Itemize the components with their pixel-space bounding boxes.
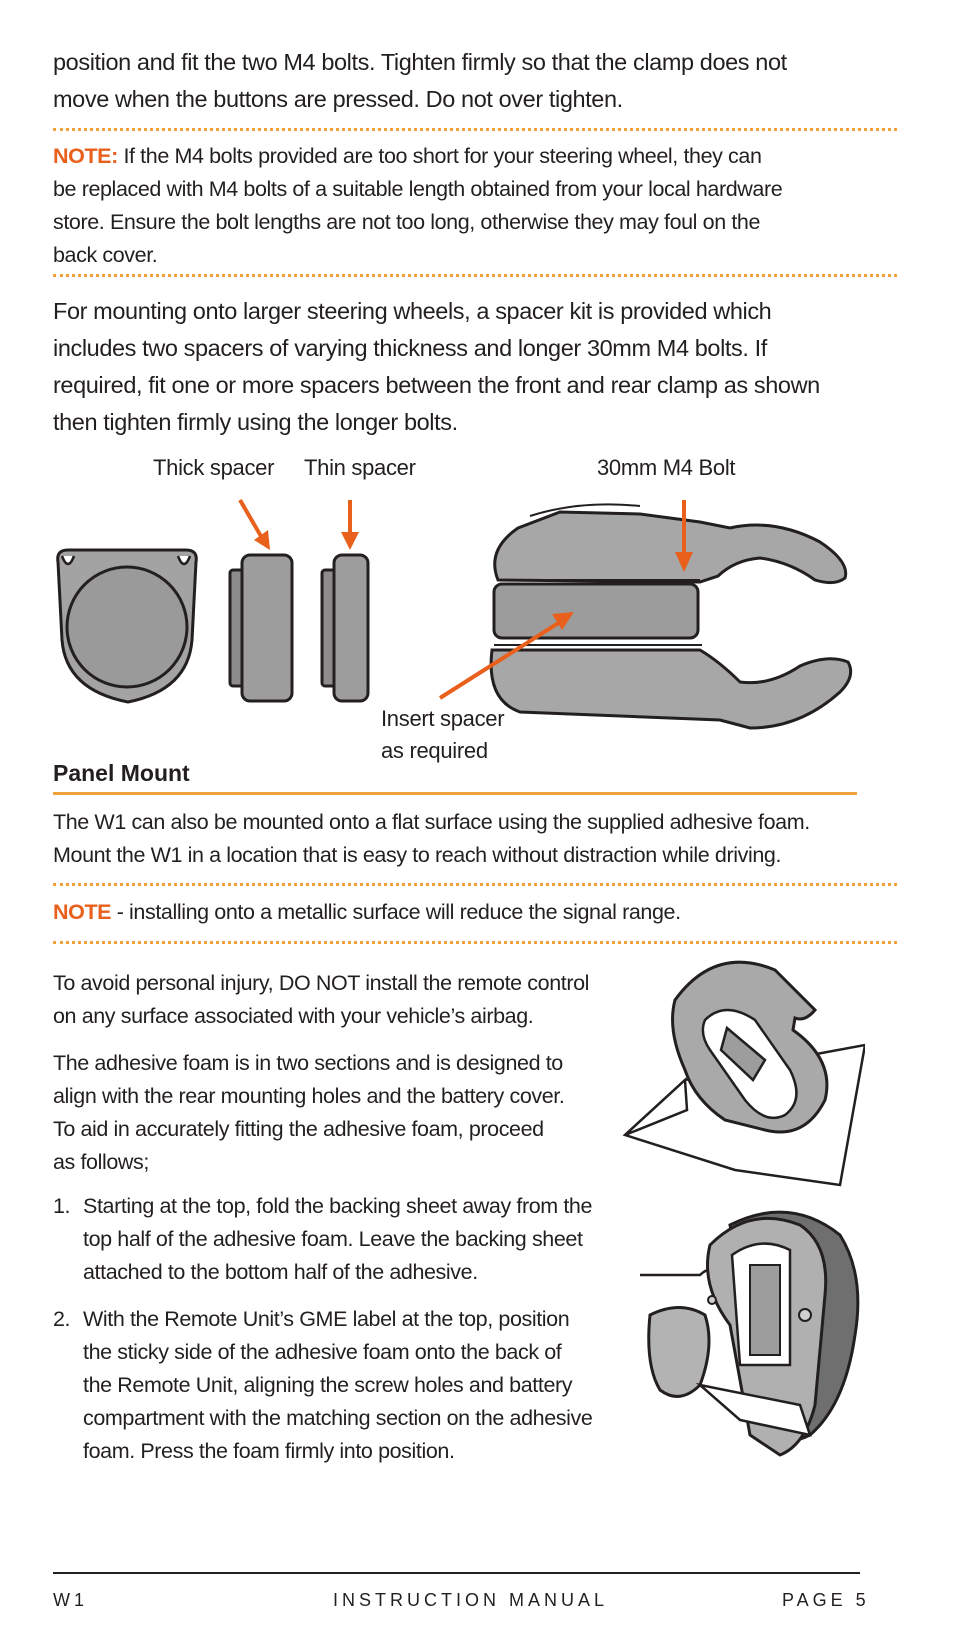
spacer-line-4: then tighten firmly using the longer bolts. — [53, 409, 458, 435]
spacer-line-1: For mounting onto larger steering wheels, a spacer kit is provided which — [53, 298, 772, 324]
spacer-line-2: includes two spacers of varying thickness and longer 30mm M4 bolts. If — [53, 335, 767, 361]
dotted-divider-3 — [53, 883, 897, 886]
panel-mount-heading: Panel Mount — [53, 760, 190, 786]
spacer-paragraph — [53, 293, 820, 441]
step-2-line-3: the Remote Unit, aligning the screw holes and battery — [83, 1373, 573, 1397]
step-2-line-4: compartment with the matching section on the adhesive — [83, 1406, 593, 1430]
footer-rule — [53, 1572, 860, 1574]
foam-paragraph — [53, 1047, 564, 1179]
step-2-line-1: With the Remote Unit’s GME label at the top, position — [83, 1307, 570, 1331]
step-1-line-3: attached to the bottom half of the adhesive. — [83, 1260, 478, 1284]
insert-spacer-label-1: Insert spacer — [381, 706, 505, 731]
note-1-line-2: be replaced with M4 bolts of a suitable length obtained from your local hardware — [53, 177, 783, 201]
spacer-line-3: required, fit one or more spacers between the front and rear clamp as shown — [53, 372, 820, 398]
panel-mount-paragraph — [53, 806, 810, 872]
note-1 — [53, 140, 782, 272]
spacer-kit-illustration — [0, 490, 954, 740]
foam-line-1: The adhesive foam is in two sections and is designed to — [53, 1051, 563, 1075]
intro-line-1: position and fit the two M4 bolts. Tighten firmly so that the clamp does not — [53, 49, 787, 75]
step-2-line-2: the sticky side of the adhesive foam onto the back of — [83, 1340, 562, 1364]
spacer-arrows — [240, 500, 359, 550]
warning-paragraph — [53, 967, 589, 1033]
step-1-number: 1. — [53, 1194, 71, 1218]
step-2-line-5: foam. Press the foam firmly into position. — [83, 1439, 455, 1463]
warning-line-2: on any surface associated with your vehicle’s airbag. — [53, 1004, 534, 1028]
dotted-divider-4 — [53, 941, 897, 944]
warning-line-1: To avoid personal injury, DO NOT install the remote control — [53, 971, 590, 995]
dotted-divider-2 — [53, 274, 897, 277]
note-1-label: NOTE: — [53, 144, 118, 168]
intro-paragraph — [53, 44, 787, 118]
foam-line-4: as follows; — [53, 1150, 149, 1174]
note-1-line-3: store. Ensure the bolt lengths are not too long, otherwise they may foul on the — [53, 210, 761, 234]
step-2 — [53, 1303, 592, 1468]
insert-spacer-label-2: as required — [381, 738, 488, 763]
foam-line-2: align with the rear mounting holes and the battery cover. — [53, 1084, 565, 1108]
panel-mount-line-1: The W1 can also be mounted onto a flat surface using the supplied adhesive foam. — [53, 810, 810, 834]
footer-page-number: PAGE 5 — [782, 1590, 870, 1610]
footer-model: W1 — [53, 1590, 88, 1610]
thin-spacer-label: Thin spacer — [304, 455, 416, 480]
note-2 — [53, 896, 681, 929]
step-2-number: 2. — [53, 1307, 71, 1331]
panel-mount-line-2: Mount the W1 in a location that is easy to reach without distraction while driving. — [53, 843, 782, 867]
foam-line-3: To aid in accurately fitting the adhesive foam, proceed — [53, 1117, 544, 1141]
footer-title: INSTRUCTION MANUAL — [333, 1590, 609, 1610]
bolt-label: 30mm M4 Bolt — [597, 455, 736, 480]
step-1-line-2: top half of the adhesive foam. Leave the backing sheet — [83, 1227, 583, 1251]
foam-peel-illustration — [615, 950, 865, 1195]
note-1-line-1: If the M4 bolts provided are too short for your steering wheel, they can — [117, 144, 762, 168]
clamp-assembly — [491, 504, 851, 728]
panel-mount-rule — [53, 792, 857, 795]
thin-spacer-shape — [322, 555, 368, 701]
thick-spacer-label: Thick spacer — [153, 455, 275, 480]
note-2-text: - installing onto a metallic surface will reduce the signal range. — [111, 900, 681, 924]
dotted-divider-1 — [53, 128, 897, 131]
clamp-back-plate — [58, 550, 197, 702]
step-1-line-1: Starting at the top, fold the backing sheet away from the — [83, 1194, 593, 1218]
note-2-label: NOTE — [53, 900, 112, 924]
intro-line-2: move when the buttons are pressed. Do not over tighten. — [53, 86, 623, 112]
remote-unit-illustration — [640, 1205, 865, 1480]
note-1-line-4: back cover. — [53, 243, 158, 267]
thick-spacer-shape — [230, 555, 292, 701]
step-1 — [53, 1190, 592, 1289]
